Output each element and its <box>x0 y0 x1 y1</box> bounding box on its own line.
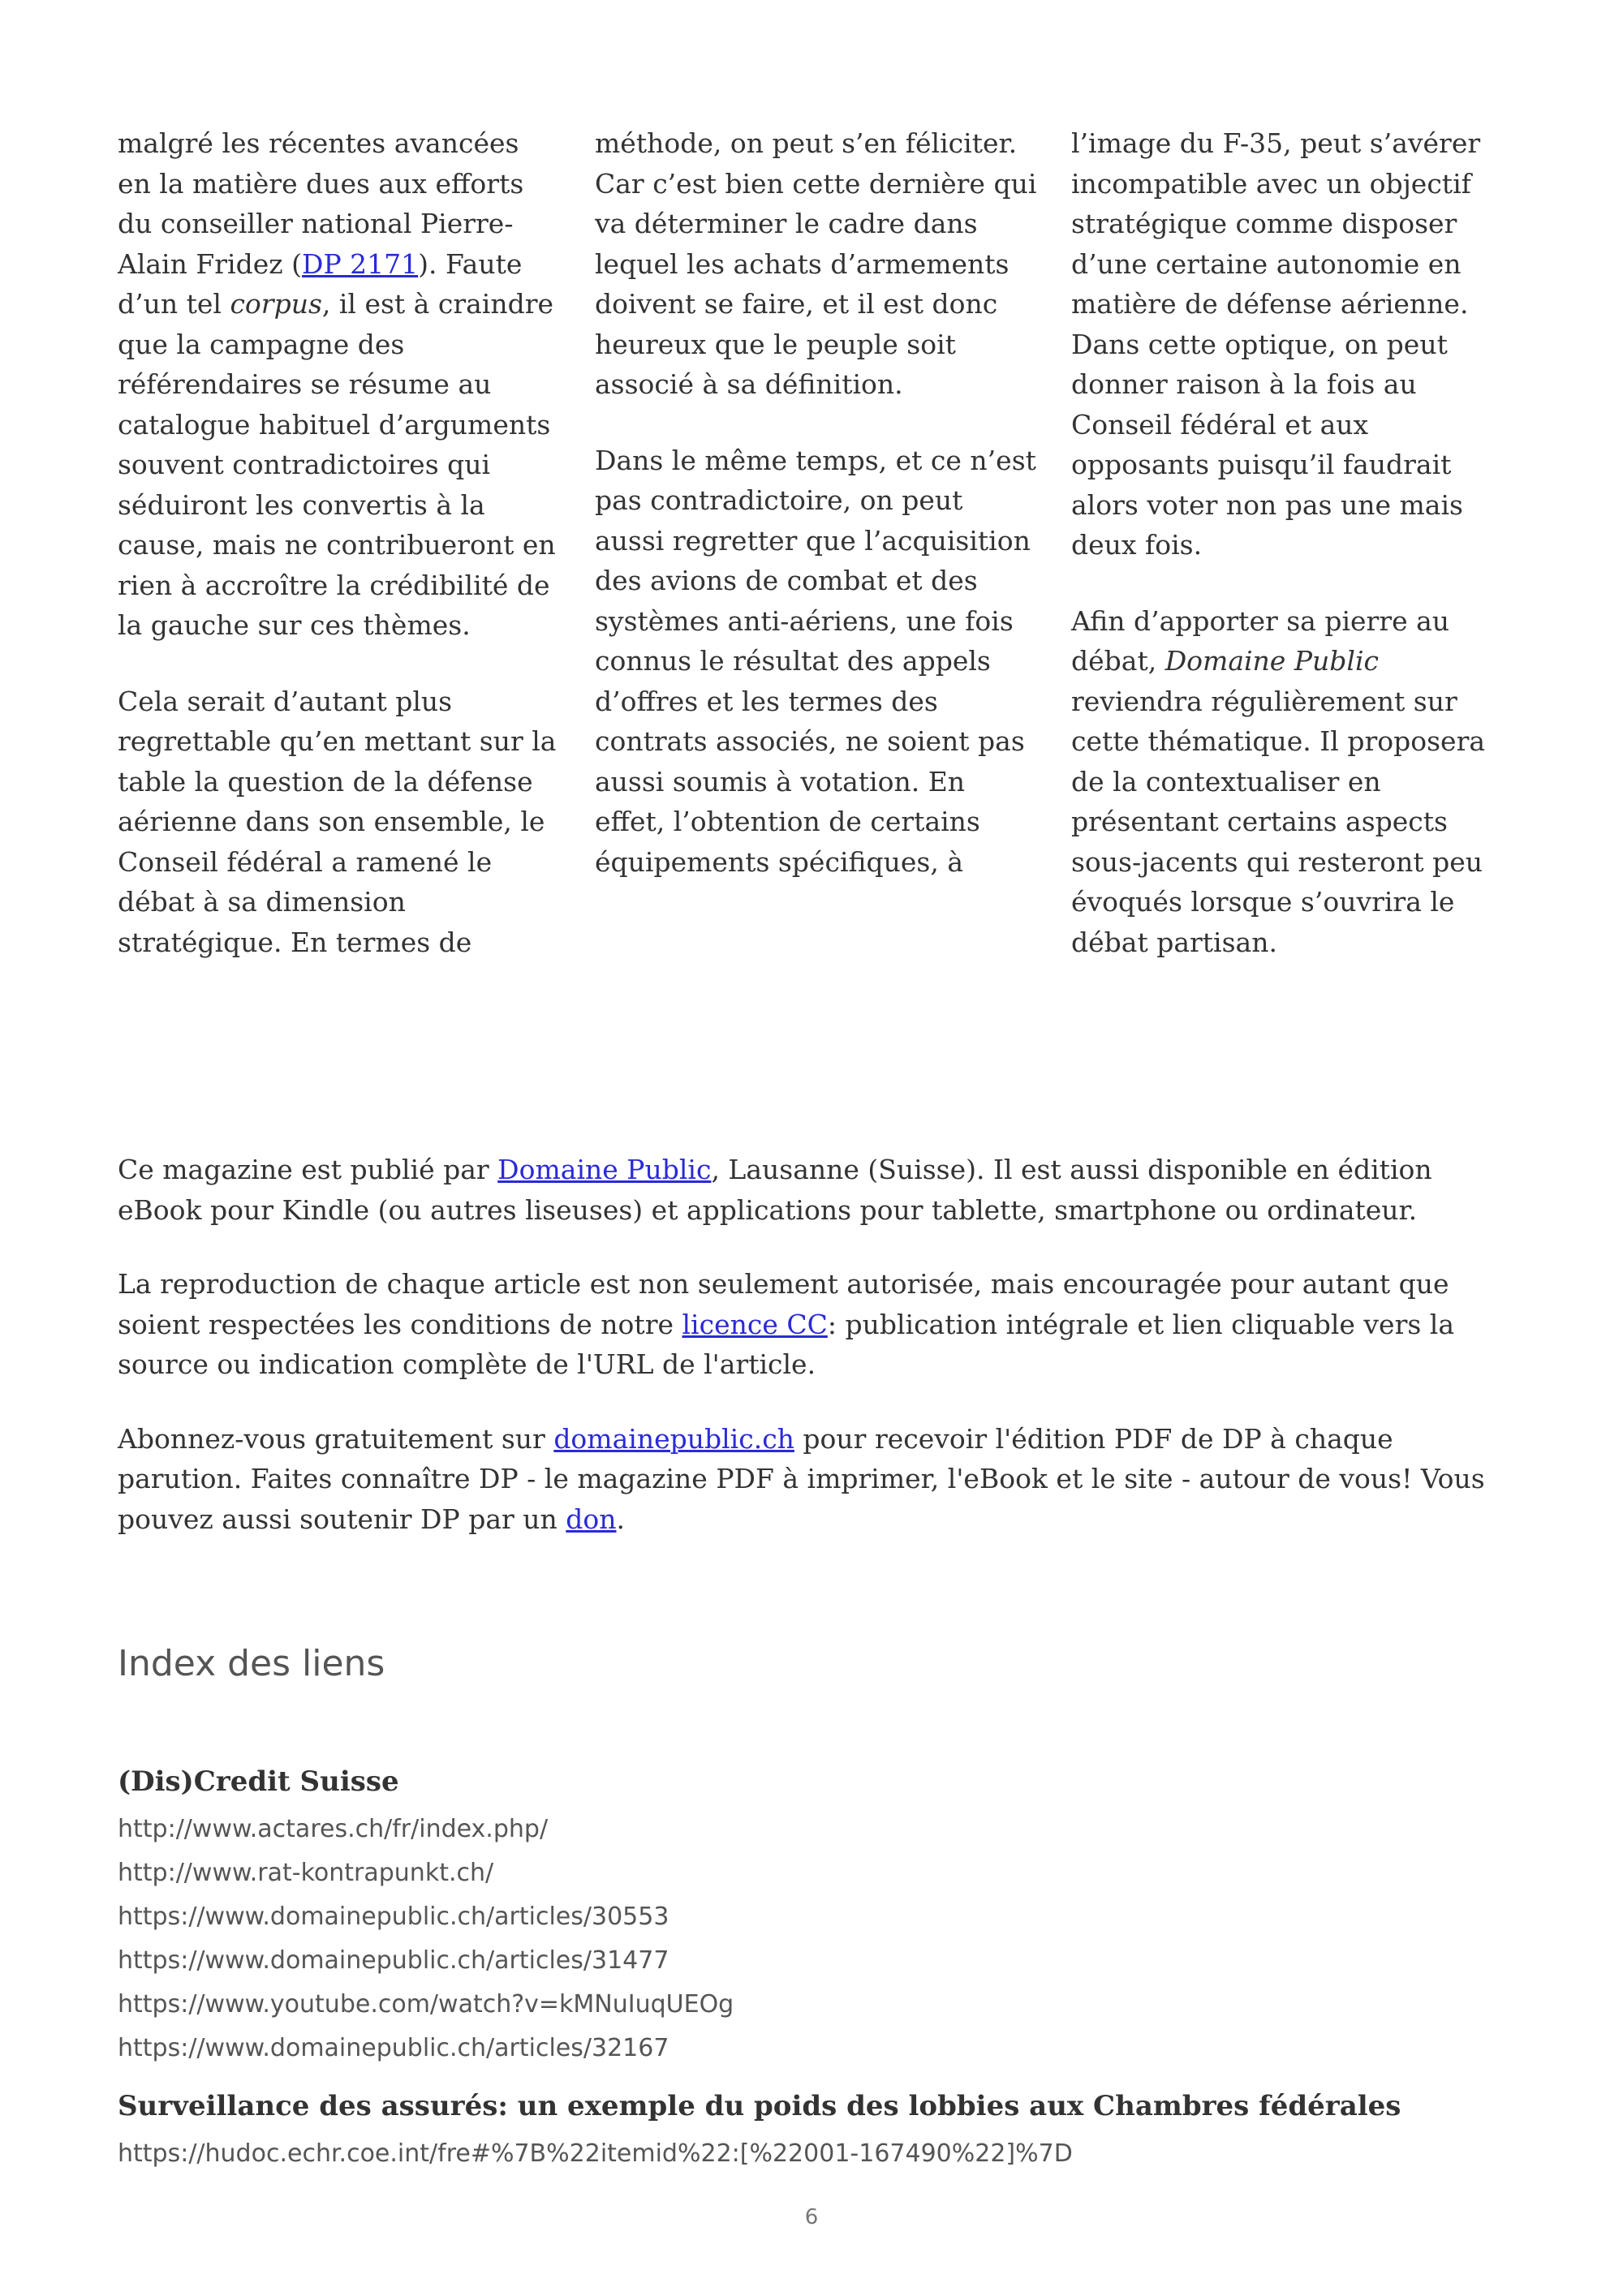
donation-link[interactable]: don <box>566 1503 617 1535</box>
licence-cc-link[interactable]: licence CC <box>682 1308 828 1340</box>
index-section-title: Surveillance des assurés: un exemple du poids des lobbies aux Chambres fédérales <box>118 2090 1401 2122</box>
article-column-3 <box>1071 123 1513 998</box>
article-column-1 <box>118 123 560 998</box>
paragraph: malgré les récentes avancées en la matière dues aux efforts du conseiller national Pierre-Alain Fridez (DP 2171). Faute d’un tel corpus, il est à craindre que la campagne des référendaires se résume au catalogue habituel d’arguments souvent contradictoires qui séduiront les convertis à la cause, mais ne contribueront en rien à accroître la crédibilité de la gauche sur ces thèmes. <box>118 127 556 641</box>
colophon <box>118 1150 1513 1573</box>
colophon-paragraph: Abonnez-vous gratuitement sur domainepublic.ch pour recevoir l'édition PDF de DP à chaque parution. Faites connaître DP - le magazine PDF à imprimer, l'eBook et le site - autour de vous! Vous pouvez aussi soutenir DP par un don. <box>118 1422 1485 1535</box>
index-url[interactable]: http://www.rat-kontrapunkt.ch/ <box>118 1859 494 1887</box>
domaine-public-link[interactable]: Domaine Public <box>497 1154 712 1185</box>
index-url[interactable]: https://www.domainepublic.ch/articles/31477 <box>118 1946 669 1975</box>
paragraph: Cela serait d’autant plus regrettable qu’en mettant sur la table la question de la défense aérienne dans son ensemble, le Conseil fédéral a ramené le débat à sa dimension stratégique. En termes de <box>118 685 557 958</box>
index-section <box>118 2087 1546 2176</box>
index-url[interactable]: https://hudoc.echr.coe.int/fre#%7B%22itemid%22:[%22001-167490%22]%7D <box>118 2139 1073 2168</box>
index-section <box>118 1762 1546 2070</box>
index-section-title: (Dis)Credit Suisse <box>118 1765 399 1798</box>
paragraph: Afin d’apporter sa pierre au débat, Domaine Public reviendra régulièrement sur cette thématique. Il proposera de la contextualiser en présentant certains aspects sous-jacents qui resteront peu évoqués lorsque s’ouvrira le débat partisan. <box>1071 604 1486 958</box>
domainepublic-site-link[interactable]: domainepublic.ch <box>553 1422 794 1455</box>
colophon-paragraph: La reproduction de chaque article est non seulement autorisée, mais encouragée pour autant que soient respectées les conditions de notre licence CC: publication intégrale et lien cliquable vers la source ou indication complète de l'URL de l'article. <box>118 1268 1455 1380</box>
paragraph: méthode, on peut s’en féliciter. Car c’est bien cette dernière qui va déterminer le cadre dans lequel les achats d’armements doivent se faire, et il est donc heureux que le peuple soit associé à sa définition. <box>595 127 1037 400</box>
index-url[interactable]: https://www.domainepublic.ch/articles/32167 <box>118 2034 669 2062</box>
article-column-2 <box>595 123 1037 918</box>
dp-2171-link[interactable]: DP 2171 <box>302 247 419 280</box>
index-url[interactable]: https://www.domainepublic.ch/articles/30553 <box>118 1903 669 1931</box>
page-number: 6 <box>804 2205 819 2229</box>
index-url[interactable]: https://www.youtube.com/watch?v=kMNuIuqUEOg <box>118 1990 734 2019</box>
colophon-paragraph: Ce magazine est publié par Domaine Public, Lausanne (Suisse). Il est aussi disponible en édition eBook pour Kindle (ou autres liseuses) et applications pour tablette, smartphone ou ordinateur. <box>118 1154 1432 1226</box>
index-url[interactable]: http://www.actares.ch/fr/index.php/ <box>118 1815 549 1843</box>
paragraph: Dans le même temps, et ce n’est pas contradictoire, on peut aussi regretter que l’acquisition des avions de combat et des systèmes anti-aériens, une fois connus le résultat des appels d’offres et les termes des contrats associés, ne soient pas aussi soumis à votation. En effet, l’obtention de certains équipements spécifiques, à <box>595 444 1036 878</box>
paragraph: l’image du F-35, peut s’avérer incompatible avec un objectif stratégique comme disposer d’une certaine autonomie en matière de défense aérienne. Dans cette optique, on peut donner raison à la fois au Conseil fédéral et aux opposants puisqu’il faudrait alors voter non pas une mais deux fois. <box>1071 127 1481 561</box>
index-title: Index des liens <box>118 1643 385 1684</box>
